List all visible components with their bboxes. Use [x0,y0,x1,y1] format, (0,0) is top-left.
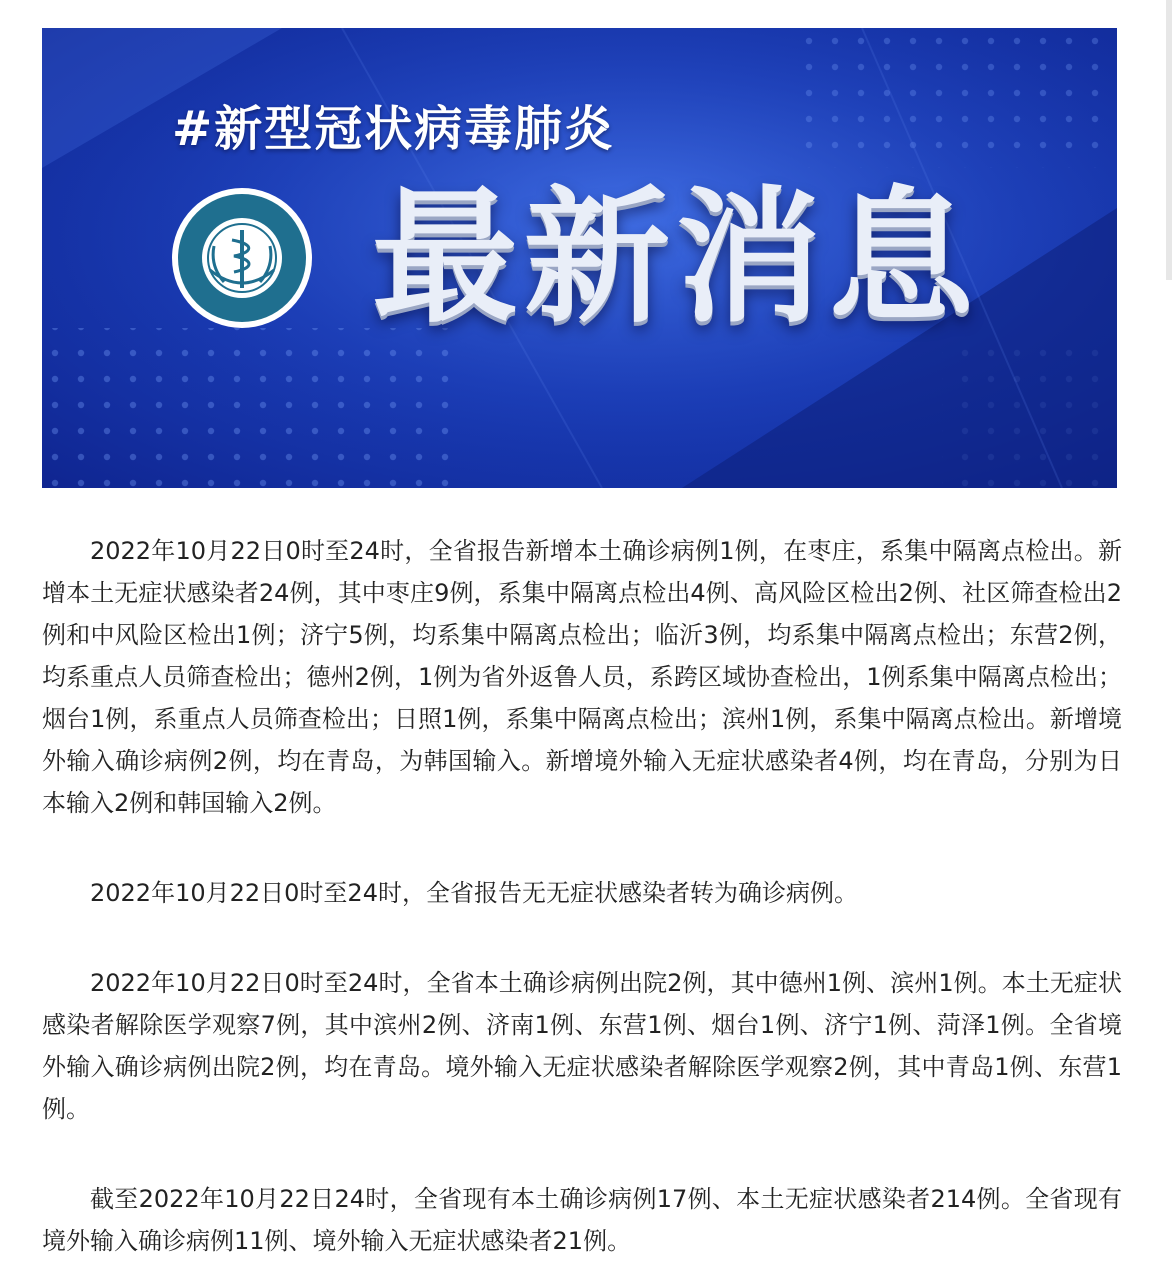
latest-news-headline: 最新消息 [372,173,980,343]
paragraph-discharges: 2022年10月22日0时至24时，全省本土确诊病例出院2例，其中德州1例、滨州1例。本土无症状感染者解除医学观察7例，其中滨州2例、济南1例、东营1例、烟台1例、济宁1例、菏泽1例。全省境外输入确诊病例出院2例，均在青岛。境外输入无症状感染者解除医学观察2例，其中青岛1例、东营1例。 [42,969,1122,1123]
article-body [42,530,1122,1262]
topic-hashtag: #新型冠状病毒肺炎 [172,101,615,157]
paragraph-totals: 截至2022年10月22日24时，全省现有本土确诊病例17例、本土无症状感染者214例。全省现有境外输入确诊病例11例、境外输入无症状感染者21例。 [42,1185,1122,1255]
paragraph-conversions: 2022年10月22日0时至24时，全省报告无无症状感染者转为确诊病例。 [90,879,858,907]
paragraph-new-cases: 2022年10月22日0时至24时，全省报告新增本土确诊病例1例，在枣庄，系集中隔离点检出。新增本土无症状感染者24例，其中枣庄9例，系集中隔离点检出4例、高风险区检出2例、社区筛查检出2例和中风险区检出1例；济宁5例，均系集中隔离点检出；临沂3例，均系集中隔离点检出；东营2例，均系重点人员筛查检出；德州2例，1例为省外返鲁人员，系跨区域协查检出，1例系集中隔离点检出；烟台1例，系重点人员筛查检出；日照1例，系集中隔离点检出；滨州1例，系集中隔离点检出。新增境外输入确诊病例2例，均在青岛，为韩国输入。新增境外输入无症状感染者4例，均在青岛，分别为日本输入2例和韩国输入2例。 [42,537,1122,817]
shandong-health-commission-seal-icon [170,186,314,330]
news-banner [42,28,1117,488]
scrollbar[interactable] [1166,0,1172,280]
